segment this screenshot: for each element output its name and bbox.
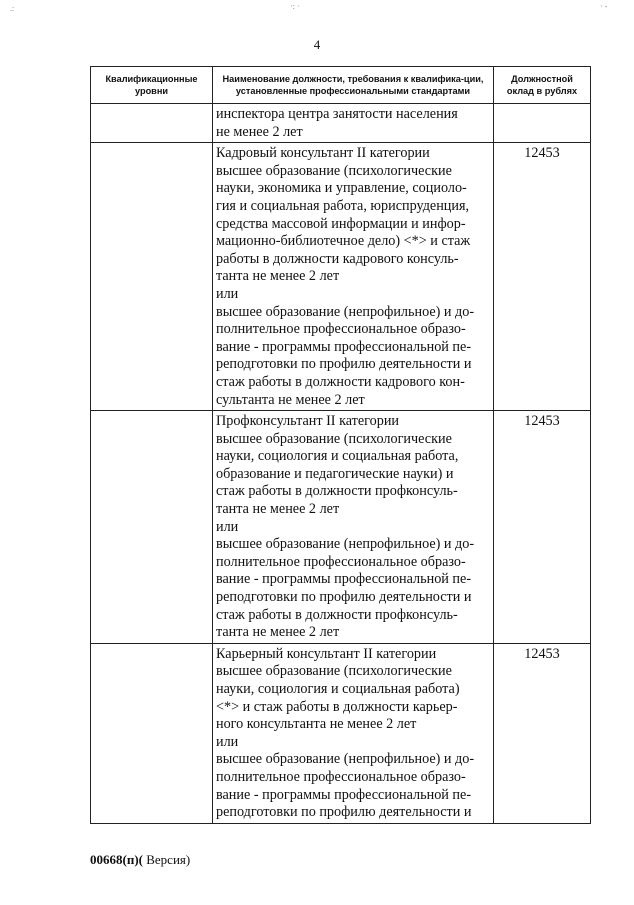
requirement-line: полнительное профессиональное образо- [216, 321, 466, 338]
requirement-line: образование и педагогические науки) и [216, 465, 454, 482]
requirement-line: вание - программы профессиональной пе- [216, 338, 472, 355]
qualification-table [90, 66, 591, 824]
header-levels [91, 67, 213, 104]
position-requirements-cell [213, 411, 494, 644]
requirement-line: стаж работы в должности профконсуль- [216, 483, 458, 500]
requirement-line: реподготовки по профилю деятельности и [216, 589, 472, 606]
header-position [213, 67, 494, 104]
requirement-line: высшее образование (непрофильное) и до- [216, 751, 475, 768]
footer-version: Версия) [142, 852, 191, 867]
requirement-line: танта не менее 2 лет [216, 268, 340, 285]
requirement-line: танта не менее 2 лет [216, 501, 340, 518]
salary-cell: 12453 [494, 411, 591, 644]
scan-artifact: .: [10, 4, 15, 13]
table-body [91, 104, 591, 824]
table-row [91, 104, 591, 143]
requirement-line: вание - программы профессиональной пе- [216, 786, 472, 803]
header-salary [494, 67, 591, 104]
requirement-line: высшее образование (психологические [216, 663, 452, 680]
requirement-line: Кадровый консультант II категории [216, 145, 430, 162]
requirement-line: или [216, 518, 239, 535]
requirement-line: Карьерный консультант II категории [216, 645, 437, 662]
requirement-line: высшее образование (психологические [216, 162, 452, 179]
scan-artifact: ·: · [290, 2, 300, 11]
position-requirements-cell [213, 643, 494, 823]
requirement-line: науки, социология и социальная работа, [216, 448, 459, 465]
header-salary-text: Должностной оклад в рублях [506, 74, 578, 96]
page-number: 4 [313, 37, 321, 52]
requirement-line: вание - программы профессиональной пе- [216, 571, 472, 588]
requirement-line: или [216, 733, 239, 750]
requirement-line: Профконсультант II категории [216, 413, 400, 430]
header-levels-text: Квалификационные уровни [105, 74, 198, 96]
salary-cell: 12453 [494, 643, 591, 823]
requirement-line: не менее 2 лет [216, 123, 303, 140]
requirement-line: науки, социология и социальная работа) [216, 681, 460, 697]
scan-artifact: · - [600, 2, 608, 11]
requirement-line: средства массовой информации и инфор- [216, 215, 466, 232]
salary-cell: 12453 [494, 143, 591, 411]
requirement-line: стаж работы в должности профконсуль- [216, 606, 458, 623]
footer-code: 00668(п)( [90, 852, 143, 867]
table-header-row [91, 67, 591, 104]
requirement-line: танта не менее 2 лет [216, 624, 340, 641]
requirement-line: мационно-библиотечное дело) <*> и стаж [216, 233, 471, 250]
table-row [91, 143, 591, 411]
salary-cell [494, 104, 591, 143]
requirement-line: высшее образование (непрофильное) и до- [216, 536, 475, 553]
requirement-line: науки, экономика и управление, социоло- [216, 180, 467, 197]
requirement-line: гия и социальная работа, юриспруденция, [216, 197, 470, 214]
requirement-line: или [216, 285, 239, 302]
table-row [91, 643, 591, 823]
level-cell [91, 104, 213, 143]
requirement-line: полнительное профессиональное образо- [216, 768, 466, 785]
requirement-line: высшее образование (психологические [216, 430, 452, 447]
position-requirements-cell [213, 143, 494, 411]
header-position-text: Наименование должности, требования к квалифика-ции, установленные профессиональными стандартами [222, 74, 484, 96]
requirement-line: работы в должности кадрового консуль- [216, 250, 459, 267]
requirement-line: полнительное профессиональное образо- [216, 553, 466, 570]
level-cell [91, 411, 213, 644]
position-requirements-cell [213, 104, 494, 143]
requirement-line: ного консультанта не менее 2 лет [216, 716, 417, 733]
requirement-line: высшее образование (непрофильное) и до- [216, 303, 475, 320]
requirement-line: реподготовки по профилю деятельности и [216, 804, 472, 821]
level-cell [91, 643, 213, 823]
requirement-line: реподготовки по профилю деятельности и [216, 356, 472, 373]
requirement-line: сультанта не менее 2 лет [216, 391, 365, 408]
requirement-line: <*> и стаж работы в должности карьер- [216, 698, 458, 715]
level-cell [91, 143, 213, 411]
table-row [91, 411, 591, 644]
requirement-line: инспектора центра занятости населения [216, 106, 458, 122]
document-footer [90, 852, 190, 868]
requirement-line: стаж работы в должности кадрового кон- [216, 373, 465, 390]
